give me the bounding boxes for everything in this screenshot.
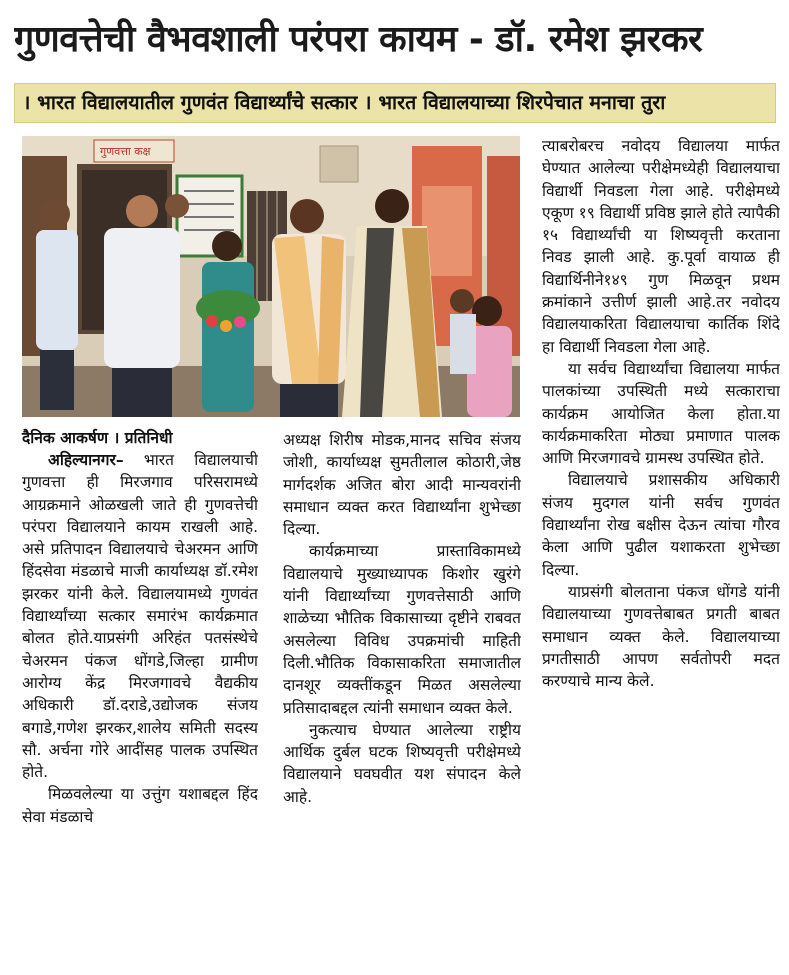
article-column-2: [283, 429, 521, 975]
paragraph: त्याबरोबरच नवोदय विद्यालया मार्फत घेण्यात आलेल्या परीक्षेमध्येही विद्यालयाचा विद्यार्थी निवडला गेला आहे. परीक्षेमध्ये एकूण १९ विद्यार्थी प्रविष्ठ झाले होते त्यापैकी १५ विद्यार्थ्यांची या शिष्यवृत्ती करताना निवड झाली आहे. कु.पूर्वा वायाळ ही विद्यार्थिनीने१४९ गुण मिळवून प्रथम क्रमांकाने उत्तीर्ण झाली आहे.तर नवोदय विद्यालयाकरिता विद्यालयाचा कार्तिक शिंदे हा विद्यार्थी निवडला गेला आहे.: [542, 137, 780, 356]
paragraph: मिळवलेल्या या उत्तुंग यशाबद्दल हिंद सेवा मंडळाचे: [22, 785, 258, 826]
article-column-1: [22, 449, 258, 975]
event-photo: [22, 136, 520, 417]
dateline-city: अहिल्यानगर–: [48, 451, 124, 469]
subheadline-band: [14, 83, 776, 123]
byline: दैनिक आकर्षण । प्रतिनिधी: [22, 429, 173, 447]
article-column-3: [542, 135, 780, 965]
wall-sign-text: गुणवत्ता कक्ष: [100, 145, 151, 158]
paragraph: अध्यक्ष शिरीष मोडक,मानद सचिव संजय जोशी, कार्याध्यक्ष सुमतीलाल कोठारी,जेष्ठ मार्गदर्शक अजित बोरा आदी मान्यवरांनी समाधान व्यक्त करत विद्यार्थ्यांना शुभेच्छा दिल्या.: [283, 431, 521, 539]
headline: गुणवत्तेची वैभवशाली परंपरा कायम - डॉ. रमेश झरकर: [14, 19, 703, 60]
paragraph: या सर्वच विद्यार्थ्यांचा विद्यालया मार्फत पालकांच्या उपस्थिती मध्ये सत्काराचा कार्यक्रम आयोजित केला होता.या कार्यक्रमाकरिता मोठ्या प्रमाणात पालक आणि मिरजगावचे ग्रामस्थ उपस्थित होते.: [542, 359, 780, 468]
paragraph: [22, 449, 258, 783]
paragraph: याप्रसंगी बोलताना पंकज धोंगडे यांनी विद्यालयाच्या गुणवत्तेबाबत प्रगती बाबत समाधान व्यक्त केले. विद्यालयाच्या प्रगतीसाठी आपण सर्वतोपरी मदत करण्याचे मान्य केले.: [542, 582, 780, 691]
paragraph: कार्यक्रमाच्या प्रास्ताविकामध्ये विद्यालयाचे मुख्याध्यापक किशोर खुरंगे यांनी विद्यार्थ्यांच्या गुणवत्तेसाठी आणि शाळेच्या भौतिक विकासाच्या दृष्टीने राबवत असलेल्या विविध उपक्रमांची माहिती दिली.भौतिक विकासाकरिता समाजातील दानशूर व्यक्तींकडून मिळत असलेल्या प्रतिसादाबद्दल त्यांनी समाधान व्यक्त केले.: [283, 542, 521, 717]
paragraph: नुकत्याच घेण्यात आलेल्या राष्ट्रीय आर्थिक दुर्बल घटक शिष्यवृत्ती परीक्षेमध्ये विद्यालयाने घवघवीत यश संपादन केले आहे.: [283, 720, 521, 806]
subheadline: । भारत विद्यालयातील गुणवंत विद्यार्थ्यांचे सत्कार । भारत विद्यालयाच्या शिरपेचात मनाचा तुरा: [23, 91, 666, 114]
paragraph-text: भारत विद्यालयाची गुणवत्ता ही मिरजगाव परिसरामध्ये आग्रक्रमाने ओळखली जाते ही गुणवत्तेची परंपरा विद्यालयाने कायम राखली आहे. असे प्रतिपादन विद्यालयाचे चेअरमन आणि हिंदसेवा मंडळाचे माजी कार्याध्यक्ष डॉ.रमेश झरकर यांनी केले. विद्यालयामध्ये गुणवंत विद्यार्थ्यांच्या सत्कार समारंभ कार्यक्रमात बोलत होते.याप्रसंगी अरिहंत पतसंस्थेचे चेअरमन पंकज धोंगडे,जिल्हा ग्रामीण आरोग्य केंद्र मिरजगावचे वैद्यकीय अधिकारी डॉ.दराडे,उद्योजक संजय बगाडे,गणेश झरकर,शालेय समिती सदस्य सौ. अर्चना गोरे आदींसह पालक उपस्थित होते.: [22, 451, 258, 782]
paragraph: विद्यालयाचे प्रशासकीय अधिकारी संजय मुदगल यांनी सर्वच गुणवंत विद्यार्थ्यांना रोख बक्षीस देऊन त्यांचा गौरव केला आणि पुढील यशाकरता शुभेच्छा दिल्या.: [542, 471, 780, 579]
